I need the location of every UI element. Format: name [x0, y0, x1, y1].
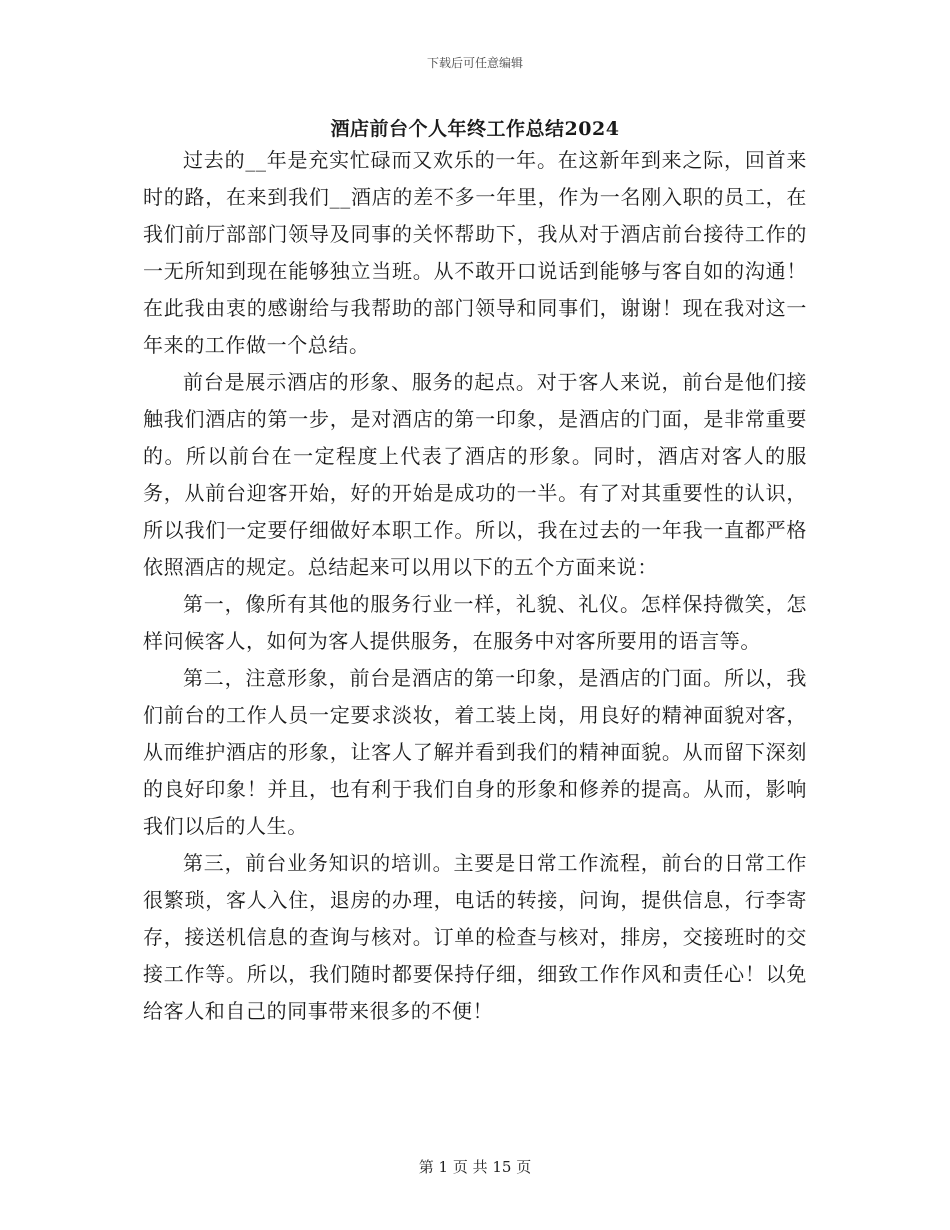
paragraph: 过去的__年是充实忙碌而又欢乐的一年。在这新年到来之际，回首来时的路，在来到我们__酒店的差不多一年里，作为一名刚入职的员工，在我们前厅部部门领导及同事的关怀帮助下，我从对于酒店前台接待工作的一无所知到现在能够独立当班。从不敢开口说话到能够与客自如的沟通！在此我由衷的感谢给与我帮助的部门领导和同事们，谢谢！现在我对这一年来的工作做一个总结。 — [143, 148, 807, 357]
page-number: 第 1 页 共 15 页 — [418, 1158, 532, 1176]
paragraph: 第一，像所有其他的服务行业一样，礼貌、礼仪。怎样保持微笑，怎样问候客人，如何为客人提供服务，在服务中对客所要用的语言等。 — [143, 592, 807, 653]
document-title: 酒店前台个人年终工作总结2024 — [330, 118, 620, 140]
paragraph: 前台是展示酒店的形象、服务的起点。对于客人来说，前台是他们接触我们酒店的第一步，是对酒店的第一印象，是酒店的门面，是非常重要的。所以前台在一定程度上代表了酒店的形象。同时，酒店对客人的服务，从前台迎客开始，好的开始是成功的一半。有了对其重要性的认识，所以我们一定要仔细做好本职工作。所以，我在过去的一年我一直都严格依照酒店的规定。总结起来可以用以下的五个方面来说： — [143, 370, 807, 579]
document-body — [143, 142, 807, 1030]
paragraph: 第二，注意形象，前台是酒店的第一印象，是酒店的门面。所以，我们前台的工作人员一定要求淡妆，着工装上岗，用良好的精神面貌对客，从而维护酒店的形象，让客人了解并看到我们的精神面貌。从而留下深刻的良好印象！并且，也有利于我们自身的形象和修养的提高。从而，影响我们以后的人生。 — [143, 666, 807, 838]
paragraph: 第三，前台业务知识的培训。主要是日常工作流程，前台的日常工作很繁琐，客人入住，退房的办理，电话的转接，问询，提供信息，行李寄存，接送机信息的查询与核对。订单的检查与核对，排房，交接班时的交接工作等。所以，我们随时都要保持仔细，细致工作作风和责任心！以免给客人和自己的同事带来很多的不便！ — [143, 851, 807, 1023]
header-note: 下载后可任意编辑 — [426, 56, 523, 70]
